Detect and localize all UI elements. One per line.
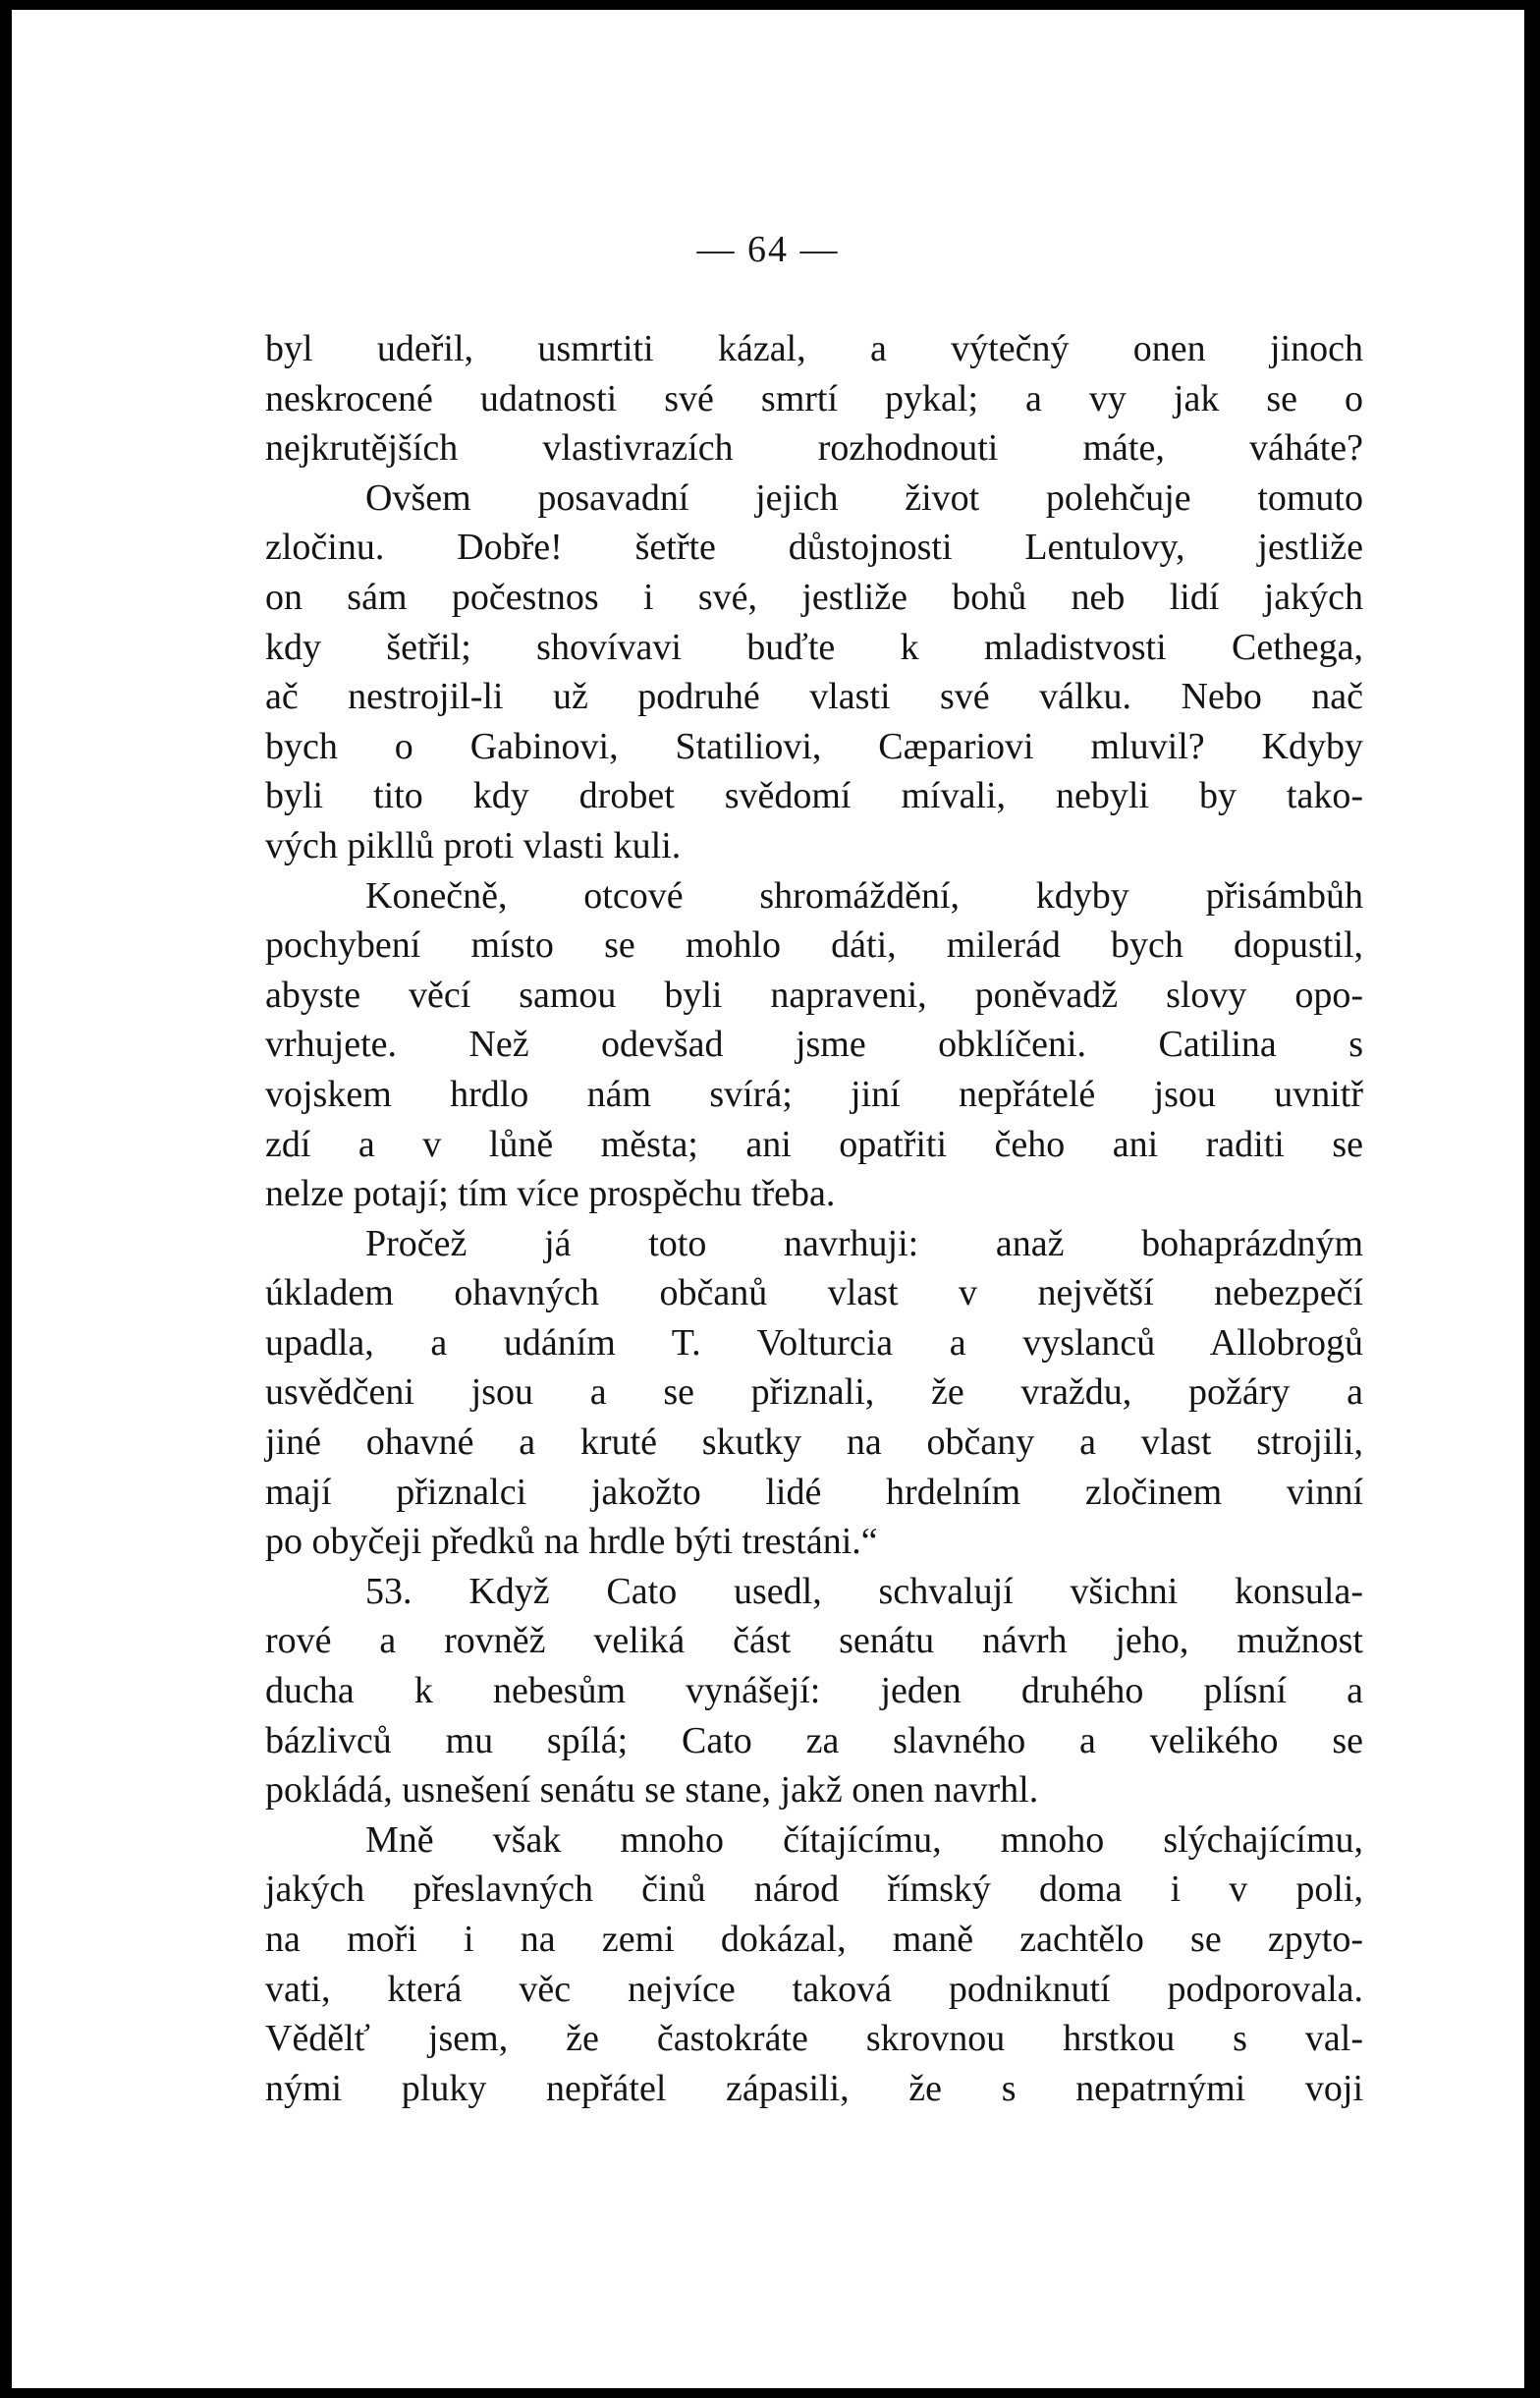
text-line: rové a rovněž veliká část senátu návrh jeho, mužnost <box>265 1620 1363 1662</box>
text-line: úkladem ohavných občanů vlast v největší nebezpečí <box>265 1272 1363 1314</box>
text-line: ducha k nebesům vynášejí: jeden druhého plísní a <box>265 1670 1363 1712</box>
text-line: nejkrutějších vlastivrazích rozhodnouti máte, váháte? <box>265 427 1363 470</box>
text-line: jakých přeslavných činů národ římský doma i v poli, <box>265 1868 1363 1911</box>
text-line: Ovšem posavadní jejich život polehčuje tomuto <box>365 476 1363 519</box>
text-line: Vědělť jsem, že častokráte skrovnou hrstkou s val- <box>265 2018 1363 2060</box>
text-line: pokládá, usnešení senátu se stane, jakž onen navrhl. <box>265 1769 1039 1812</box>
text-line: mají přiznalci jakožto lidé hrdelním zločinem vinní <box>265 1471 1363 1513</box>
text-line: Pročež já toto navrhuji: anaž bohaprázdným <box>365 1222 1363 1264</box>
text-line: upadla, a udáním T. Volturcia a vyslanců Allobrogů <box>265 1321 1363 1364</box>
text-line: zdí a v lůně města; ani opatřiti čeho ani raditi se <box>265 1123 1363 1165</box>
text-line: Mně však mnoho čítajícímu, mnoho slýchajícímu, <box>365 1818 1363 1861</box>
text-line: na moři i na zemi dokázal, maně zachtělo se zpyto- <box>265 1919 1363 1960</box>
text-line: vrhujete. Než odevšad jsme obklíčeni. Catilina s <box>265 1024 1363 1066</box>
text-line: Konečně, otcové shromáždění, kdyby přisámbůh <box>365 874 1363 917</box>
text-line: neskrocené udatnosti své smrtí pykal; a vy jak se o <box>265 377 1363 419</box>
text-line: usvědčeni jsou a se přiznali, že vraždu, požáry a <box>265 1371 1363 1414</box>
text-line: on sám počestnos i své, jestliže bohů neb lidí jakých <box>265 576 1363 618</box>
text-line: abyste věcí samou byli napraveni, poněvadž slovy opo- <box>265 974 1363 1016</box>
book-page <box>12 10 1524 2388</box>
text-line: po obyčeji předků na hrdle býti trestáni.“ <box>265 1521 878 1563</box>
text-line: zločinu. Dobře! šetřte důstojnosti Lentulovy, jestliže <box>265 527 1363 569</box>
body-text <box>265 324 1363 2113</box>
text-line: nými pluky nepřátel zápasili, že s nepatrnými voji <box>265 2067 1363 2109</box>
text-line: kdy šetřil; shovívavi buďte k mladistvosti Cethega, <box>265 626 1363 668</box>
text-line: pochybení místo se mohlo dáti, milerád bych dopustil, <box>265 924 1363 967</box>
text-line: bych o Gabinovi, Statiliovi, Cæpariovi mluvil? Kdyby <box>265 725 1363 767</box>
text-line: vojskem hrdlo nám svírá; jiní nepřátelé jsou uvnitř <box>265 1073 1363 1115</box>
text-line: byli tito kdy drobet svědomí mívali, nebyli by tako- <box>265 775 1363 817</box>
text-line: vých pikllů proti vlasti kuli. <box>265 824 682 866</box>
text-line: bázlivců mu spílá; Cato za slavného a velikého se <box>265 1719 1363 1761</box>
text-line: vati, která věc nejvíce taková podniknutí podporovala. <box>265 1968 1363 2010</box>
page-number: — 64 — <box>696 229 840 270</box>
text-line: 53. Když Cato usedl, schvalují všichni konsula- <box>365 1570 1363 1612</box>
text-line: byl udeřil, usmrtiti kázal, a výtečný onen jinoch <box>265 328 1363 369</box>
text-line: jiné ohavné a kruté skutky na občany a vlast strojili, <box>265 1422 1363 1464</box>
text-line: ač nestrojil-li už podruhé vlasti své válku. Nebo nač <box>265 676 1363 718</box>
text-line: nelze potají; tím více prospěchu třeba. <box>265 1173 836 1215</box>
